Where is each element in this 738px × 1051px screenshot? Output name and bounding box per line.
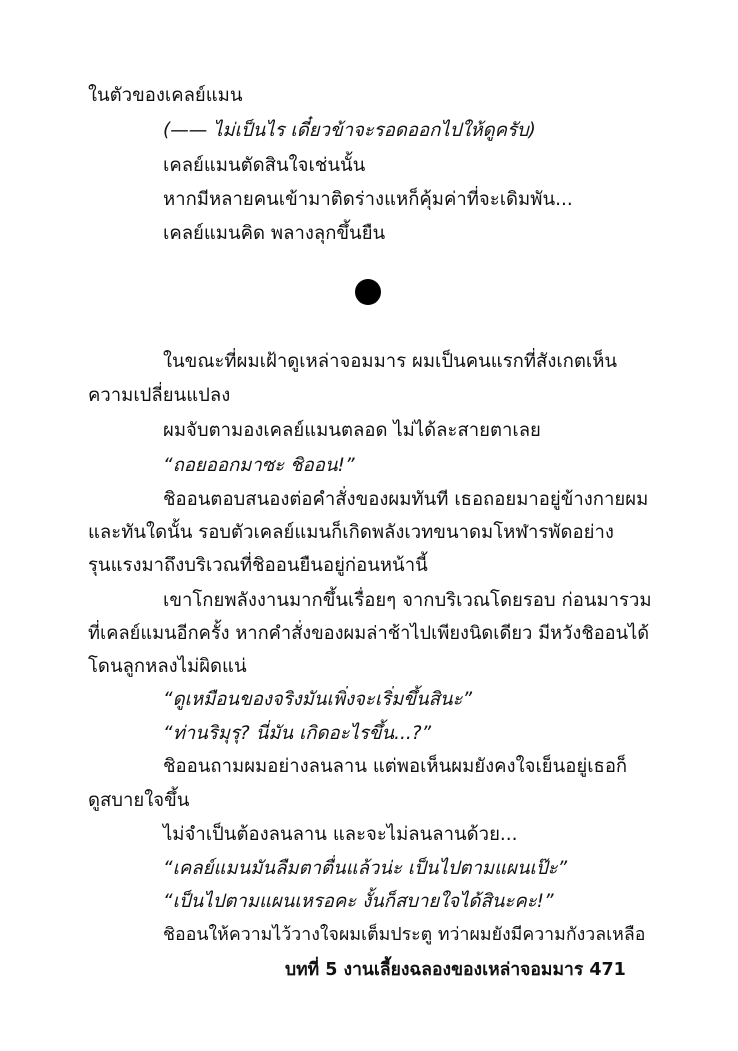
section-separator-dot	[355, 279, 381, 305]
text-line: “ถอยออกมาซะ ชิออน!”	[163, 455, 355, 476]
text-line: หากมีหลายคนเข้ามาติดร่างแหก็คุ้มค่าที่จะเดิมพัน...	[163, 189, 573, 210]
text-line: เขาโกยพลังงานมากขึ้นเรื่อยๆ จากบริเวณโดยรอบ ก่อนมารวม	[163, 590, 652, 611]
text-line: ชิออนให้ความไว้วางใจผมเต็มประตู ทว่าผมยังมีความกังวลเหลือ	[163, 925, 646, 945]
text-line: “เป็นไปตามแผนเหรอคะ งั้นก็สบายใจได้สินะคะ!”	[163, 891, 554, 912]
text-line: ไม่จำเป็นต้องลนลาน และจะไม่ลนลานด้วย...	[163, 824, 518, 845]
text-line: ความเปลี่ยนแปลง	[88, 385, 231, 406]
text-line: ในตัวของเคลย์แมน	[88, 85, 243, 106]
text-line: เคลย์แมนตัดสินใจเช่นนั้น	[163, 155, 366, 176]
text-line: “ดูเหมือนของจริงมันเพิ่งจะเริ่มขึ้นสินะ”	[163, 689, 473, 710]
text-line: โดนลูกหลงไม่ผิดแน่	[88, 656, 247, 677]
text-line: เคลย์แมนคิด พลางลุกขึ้นยืน	[163, 223, 386, 244]
text-line: ผมจับตามองเคลย์แมนตลอด ไม่ได้ละสายตาเลย	[163, 420, 541, 441]
text-line: (—— ไม่เป็นไร เดี๋ยวข้าจะรอดออกไปให้ดูครับ)	[163, 120, 536, 141]
text-line: ชิออนถามผมอย่างลนลาน แต่พอเห็นผมยังคงใจเย็นอยู่เธอก็	[163, 756, 628, 777]
text-line: และทันใดนั้น รอบตัวเคลย์แมนก็เกิดพลังเวทขนาดมโหฬารพัดอย่าง	[88, 522, 614, 543]
text-line: “ท่านริมุรุ? นี่มัน เกิดอะไรขึ้น...?”	[163, 723, 432, 744]
text-line: รุนแรงมาถึงบริเวณที่ชิออนยืนอยู่ก่อนหน้านี้	[88, 555, 428, 576]
text-line: ชิออนตอบสนองต่อคำสั่งของผมทันที เธอถอยมาอยู่ข้างกายผม	[163, 489, 649, 510]
text-line: ในขณะที่ผมเฝ้าดูเหล่าจอมมาร ผมเป็นคนแรกที่สังเกตเห็น	[163, 351, 618, 372]
text-line: ดูสบายใจขึ้น	[88, 790, 190, 811]
text-line: ที่เคลย์แมนอีกครั้ง หากคำสั่งของผมล่าช้าไปเพียงนิดเดียว มีหวังชิออนได้	[88, 623, 650, 644]
page-footer: บทที่ 5 งานเลี้ยงฉลองของเหล่าจอมมาร 471	[285, 960, 626, 980]
text-line: “เคลย์แมนมันลืมตาตื่นแล้วน่ะ เป็นไปตามแผนเป๊ะ”	[163, 858, 568, 879]
